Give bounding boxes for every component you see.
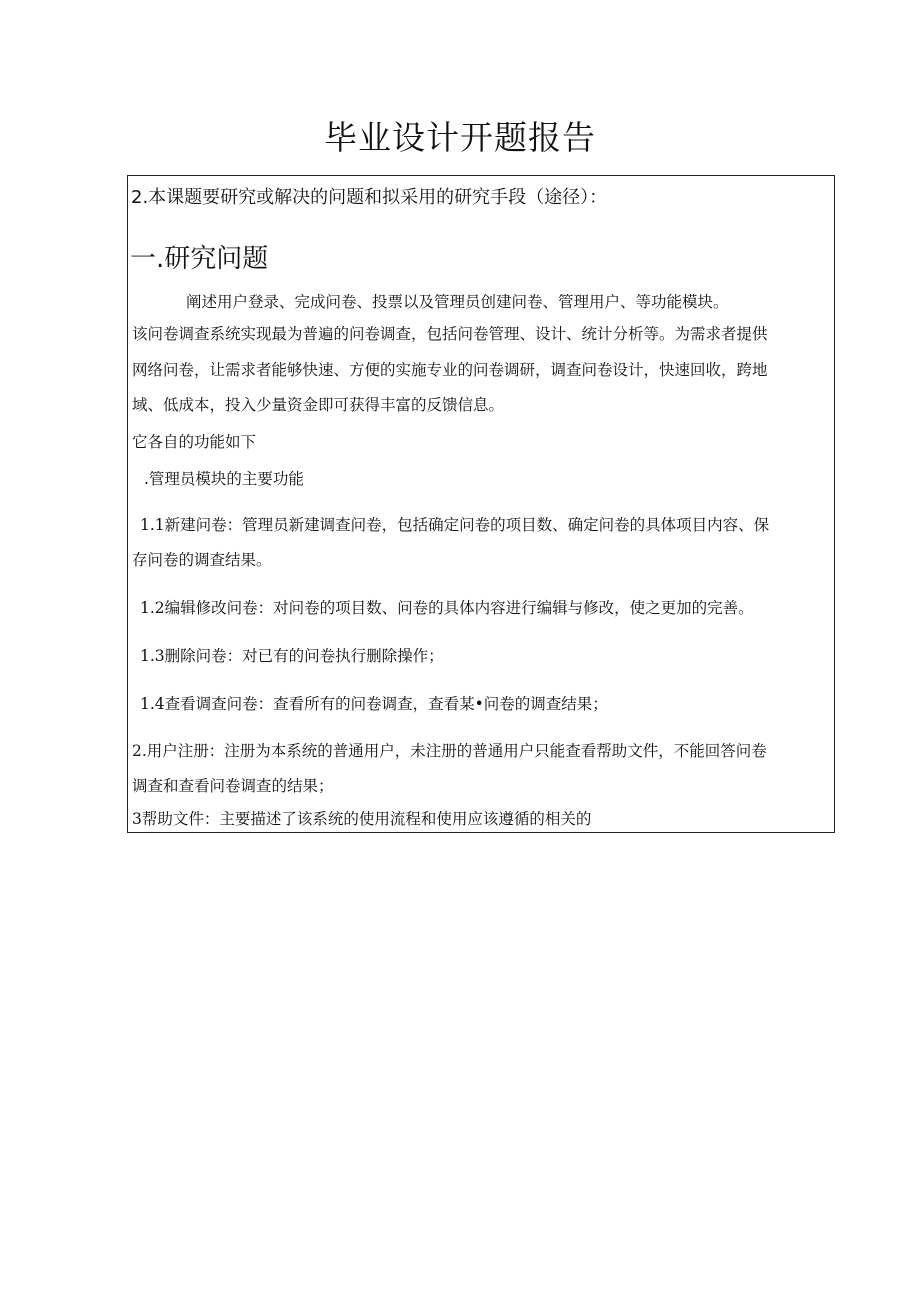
item-1-1-line-2: 存问卷的调查结果。 bbox=[132, 551, 272, 569]
item-2-line-1: 2.用户注册：注册为本系统的普通用户，未注册的普通用户只能查看帮助文件，不能回答问卷 bbox=[132, 742, 767, 760]
item-1-3: 1.3删除问卷：对已有的问卷执行删除操作； bbox=[140, 647, 444, 665]
intro-paragraph: 阐述用户登录、完成问卷、投票以及管理员创建问卷、管理用户、等功能模块。 bbox=[186, 293, 729, 311]
functions-intro: 它各自的功能如下 bbox=[132, 433, 257, 451]
description-line-1: 该问卷调查系统实现最为普遍的问卷调查，包括问卷管理、设计、统计分析等。为需求者提供 bbox=[132, 325, 768, 343]
item-1-1-line-1: 1.1新建问卷：管理员新建调查问卷，包括确定问卷的项目数、确定问卷的具体项目内容、保 bbox=[140, 516, 770, 534]
item-1-2: 1.2编辑修改问卷：对问卷的项目数、问卷的具体内容进行编辑与修改，使之更加的完善。 bbox=[140, 599, 754, 617]
section-heading: 一.研究问题 bbox=[130, 244, 269, 274]
description-line-3: 域、低成本，投入少量资金即可获得丰富的反馈信息。 bbox=[132, 396, 505, 414]
report-table-cell bbox=[127, 175, 835, 833]
question-heading: 2.本课题要研究或解决的问题和拟采用的研究手段（途径）： bbox=[131, 187, 608, 208]
item-1-4: 1.4查看调查问卷：查看所有的问卷调查，查看某•问卷的调查结果； bbox=[140, 695, 608, 713]
item-3: 3帮助文件：主要描述了该系统的使用流程和使用应该遵循的相关的 bbox=[132, 810, 592, 828]
document-title: 毕业设计开题报告 bbox=[324, 118, 596, 157]
item-2-line-2: 调查和查看问卷调查的结果； bbox=[132, 777, 334, 795]
description-line-2: 网络问卷，让需求者能够快速、方便的实施专业的问卷调研，调查问卷设计，快速回收，跨地 bbox=[132, 361, 768, 379]
admin-module-heading: .管理员模块的主要功能 bbox=[144, 470, 304, 488]
